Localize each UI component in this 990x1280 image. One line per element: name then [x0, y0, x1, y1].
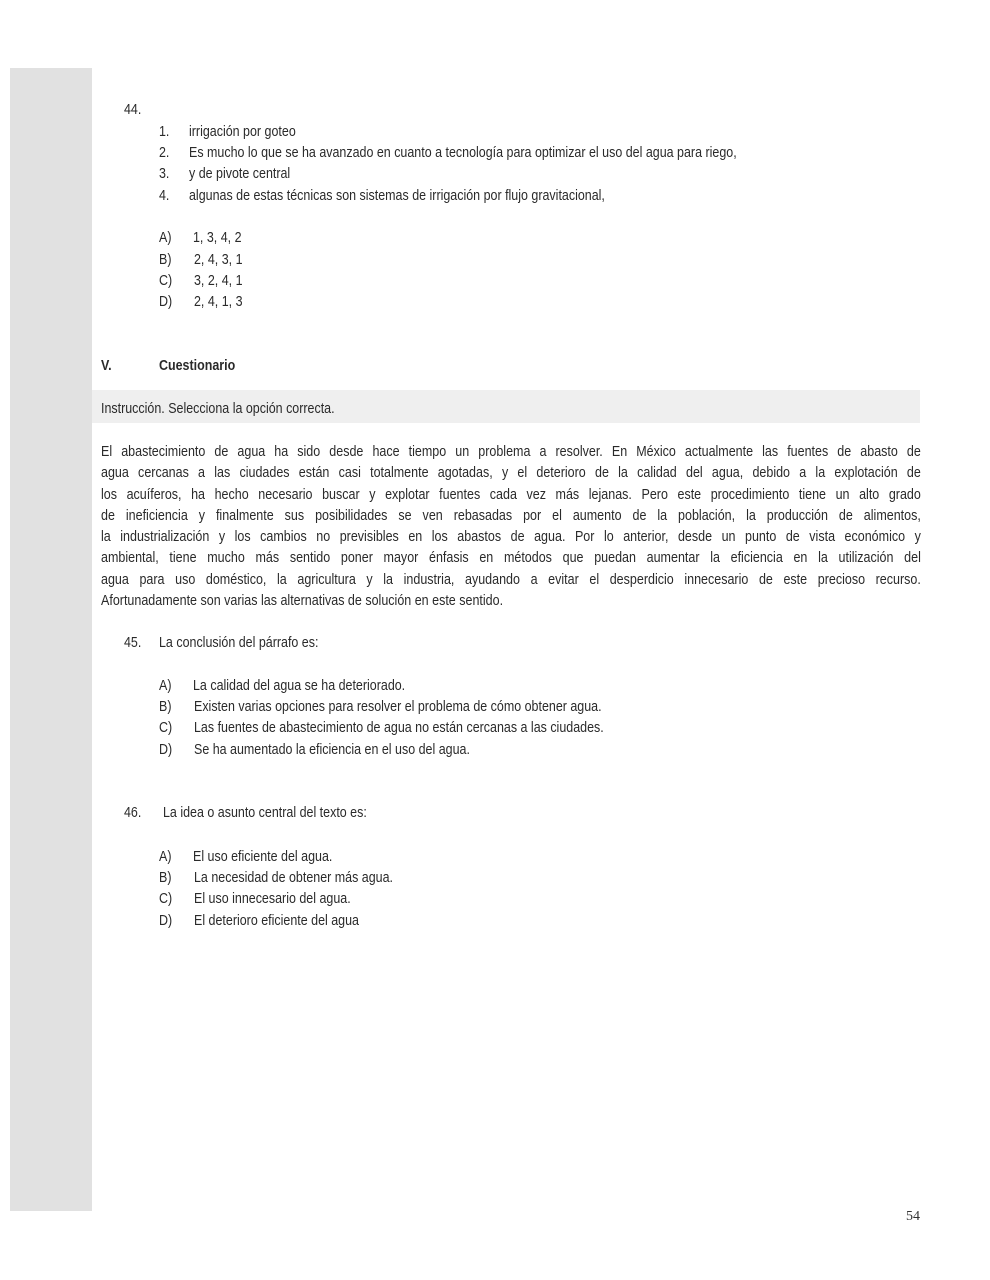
paragraph-line: de ineficiencia y finalmente sus posibilidades se ven rebasadas por el aumento de la población, la producción de alimentos, [101, 507, 921, 524]
option-text: La calidad del agua se ha deteriorado. [193, 678, 406, 694]
option-letter: C) [159, 720, 173, 736]
question-number: 46. [124, 805, 142, 821]
option-letter: A) [159, 678, 172, 694]
option-text: El deterioro eficiente del agua [194, 913, 359, 929]
option-text: Existen varias opciones para resolver el problema de cómo obtener agua. [194, 699, 602, 715]
reading-paragraph [101, 442, 921, 612]
option-letter: D) [159, 913, 173, 929]
option-text: 1, 3, 4, 2 [193, 230, 242, 246]
option-letter: B) [159, 870, 172, 886]
option-text: Las fuentes de abastecimiento de agua no están cercanas a las ciudades. [194, 720, 604, 736]
option-letter: A) [159, 230, 172, 246]
paragraph-line: agua para uso doméstico, la agricultura y la industria, ayudando a evitar el desperdicio innecesario de este precioso recurso. [101, 571, 921, 588]
option-letter: C) [159, 273, 173, 289]
option-text: El uso innecesario del agua. [194, 891, 351, 907]
item-text: irrigación por goteo [189, 124, 296, 140]
item-number: 2. [159, 145, 170, 161]
item-number: 4. [159, 188, 170, 204]
option-letter: D) [159, 294, 173, 310]
section-title: Cuestionario [159, 358, 236, 374]
option-text: La necesidad de obtener más agua. [194, 870, 393, 886]
option-text: 3, 2, 4, 1 [194, 273, 243, 289]
option-letter: A) [159, 849, 172, 865]
question-number: 44. [124, 102, 142, 118]
item-number: 3. [159, 166, 170, 182]
item-number: 1. [159, 124, 170, 140]
paragraph-line: agua cercanas a las ciudades están casi totalmente agotadas, y el deterioro de la calidad del agua, debido a la explotación de [101, 465, 921, 482]
item-text: y de pivote central [189, 166, 291, 182]
paragraph-line: la industrialización y los cambios no previsibles en los abastos de agua. Por lo anterior, desde un punto de vista económico y [101, 529, 921, 546]
paragraph-line: El abastecimiento de agua ha sido desde hace tiempo un problema a resolver. En México actualmente las fuentes de abasto de [101, 444, 921, 460]
page-number: 54 [906, 1209, 920, 1224]
section-number: V. [101, 358, 112, 374]
item-text: algunas de estas técnicas son sistemas de irrigación por flujo gravitacional, [189, 188, 605, 204]
option-letter: D) [159, 742, 173, 758]
option-letter: B) [159, 699, 172, 715]
option-text: El uso eficiente del agua. [193, 849, 333, 865]
item-text: Es mucho lo que se ha avanzado en cuanto a tecnología para optimizar el uso del agua para riego, [189, 145, 737, 161]
option-text: 2, 4, 3, 1 [194, 252, 243, 268]
option-text: 2, 4, 1, 3 [194, 294, 243, 310]
question-text: La conclusión del párrafo es: [159, 635, 319, 651]
paragraph-line: Afortunadamente son varias las alternativas de solución en este sentido. [101, 593, 504, 610]
option-text: Se ha aumentado la eficiencia en el uso del agua. [194, 742, 470, 758]
paragraph-line: ambiental, tiene mucho más sentido poner mayor énfasis en métodos que puedan aumentar la eficiencia en la utilización del [101, 550, 921, 567]
paragraph-line: los acuíferos, ha hecho necesario buscar y explotar fuentes cada vez más lejanas. Pero este procedimiento tiene un alto grado [101, 486, 921, 503]
question-text: La idea o asunto central del texto es: [163, 805, 367, 821]
option-letter: C) [159, 891, 173, 907]
option-letter: B) [159, 252, 172, 268]
question-number: 45. [124, 635, 142, 651]
instruction-text: Instrucción. Selecciona la opción correcta. [101, 401, 335, 417]
